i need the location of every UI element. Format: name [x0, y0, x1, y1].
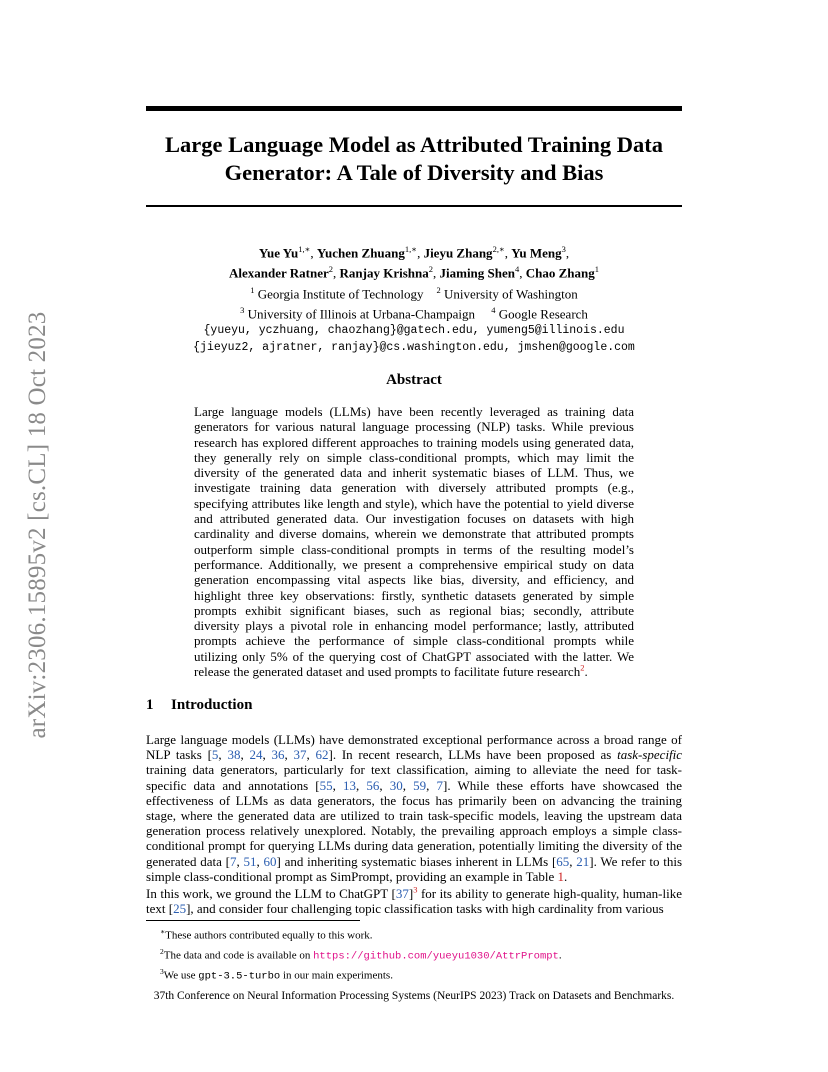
author-name: Alexander Ratner	[229, 265, 329, 281]
citation-link[interactable]: 7	[436, 777, 443, 793]
author-mark: 2	[428, 264, 433, 275]
affiliation: University of Washington	[444, 285, 578, 301]
model-name-code: gpt-3.5-turbo	[198, 970, 281, 983]
author-mark: 2	[328, 264, 334, 275]
footnote-3: $^3$We use gpt-3.5-turbo in our main experiments.	[160, 967, 393, 983]
section-title: Introduction	[171, 697, 253, 713]
intro-paragraph-2: In this work, we ground the LLM to ChatGPT $[37]^3$ for its ability to generate high-quality, human-like text [25], and consider four challenging topic classification tasks with high cardinality from various	[146, 884, 682, 917]
citation-link[interactable]: 36	[271, 747, 285, 763]
section-heading	[146, 697, 252, 714]
citation-link[interactable]: 56	[366, 777, 380, 793]
title-top-rule	[146, 106, 682, 111]
affiliation: University of Illinois at Urbana-Champaign	[247, 306, 476, 322]
emphasis: task-specific	[617, 747, 683, 763]
author-name: Jiaming Shen	[439, 265, 515, 281]
author-name: Yu Meng	[511, 245, 562, 261]
citation-link[interactable]: 30	[389, 777, 403, 793]
footnote-2: $^2$The data and code is available on https://github.com/yueyu1030/AttrPrompt.	[160, 946, 562, 963]
affiliation: Google Research	[498, 306, 588, 322]
citation-link[interactable]: 5	[211, 747, 219, 763]
citation-link[interactable]: 65	[556, 853, 570, 869]
email-line-1[interactable]: {yueyu, yczhuang, chaozhang}@gatech.edu, yumeng5@illinois.edu	[203, 324, 625, 338]
author-name: Yuchen Zhuang	[316, 245, 405, 261]
author-line-1: Yue $Yu^{1,∗}$, Yuchen Zhuang$^{1,∗}$, Jieyu Zhang$^{2,∗}$, Yu Meng$^3$,	[258, 244, 570, 261]
abstract-text: Large language models (LLMs) have been recently leveraged as training data generators for various natural language processing (NLP) tasks. While previous research has explored different approaches to training models using generated data, they generally rely on simple class-conditional prompts, which may limit the diversity of the generated data and inherit systematic biases of LLM. Thus, we investigate training data generation with diversely attributed prompts (e.g., specifying attributes like length and style), which have the potential to yield diverse and attributed generated data. Our investigation focuses on datasets with high cardinality and diverse domains, wherein we demonstrate that attributed prompts outperform simple class-conditional prompts in terms of the resulting model’s performance. Additionally, we present a comprehensive empirical study on data generation encompassing vital aspects like bias, diversity, and efficiency, and highlight three key observations: firstly, synthetic datasets generated by simple prompts exhibit significant biases, such as regional bias; secondly, attribute diversity plays a pivotal role in enhancing model performance; lastly, attributed prompts achieve the performance of simple class-conditional prompts while utilizing only 5% of the querying cost of ChatGPT associated with the latter. We release the generated dataset and used prompts to facilitate future research	[194, 404, 634, 680]
author-mark: 2,∗	[492, 244, 505, 254]
citation-link[interactable]: 24	[249, 747, 263, 763]
footnote-ref[interactable]: 3	[413, 884, 418, 895]
author-name: Ranjay Krishna	[339, 265, 429, 281]
footnote-rule	[146, 920, 360, 921]
citation-link[interactable]: 55	[319, 777, 333, 793]
citation-link[interactable]: 51	[243, 853, 257, 869]
author-mark: 1,∗	[404, 244, 418, 254]
author-line-2: Alexander Ratner$^2$, Ranjay Krishna$^2$, Jiaming Shen$^4$, Chao Zhang$^1$	[229, 264, 599, 281]
author-mark: 4	[515, 264, 520, 275]
table-link[interactable]: 1	[557, 868, 565, 884]
citation-link[interactable]: 7	[230, 853, 237, 869]
conference-footer: 37th Conference on Neural Information Processing Systems (NeurIPS 2023) Track on Datasets and Benchmarks.	[153, 990, 675, 1002]
intro-paragraph-1: Large language models (LLMs) have demonstrated exceptional performance across a broad range of NLP tasks [5, 38, 24, 36, 37, 62]. In recent research, LLMs have been proposed as task-specific training data generators, particularly for text classification, aiming to alleviate the need for task-specific data and annotations [55, 13, 56, 30, 59, 7]. While these efforts have showcased the effectiveness of LLMs as data generators, the focus has primarily been on advancing the training stage, where the generated data are utilized to train task-specific models, leaving the upstream data generation process relatively unexplored. Notably, the prevailing approach employs a simple class-conditional prompt for querying LLMs during data generation, potentially limiting the diversity of the generated data [7, 51, 60] and inheriting systematic biases inherent in LLMs [65, 21]. We refer to this simple class-conditional prompt as SimPrompt, providing an example in Table 1.	[146, 732, 683, 884]
footnote-1: ∗These authors contributed equally to this work.	[160, 927, 373, 942]
abstract-heading: Abstract	[386, 372, 442, 388]
affiliation-line-2: $^3$ University of Illinois at Urbana-Champaign $^4$ Google Research	[240, 304, 588, 322]
footnote-ref[interactable]: 2	[580, 662, 585, 673]
email-line-2[interactable]: {jieyuz2, ajratner, ranjay}@cs.washington.edu, jmshen@google.com	[193, 341, 635, 355]
author-mark: 1	[594, 264, 599, 275]
citation-link[interactable]: 60	[263, 853, 277, 869]
arxiv-sidebar	[10, 290, 66, 760]
citation-link[interactable]: 37	[395, 886, 409, 901]
author-mark: 1,∗	[298, 244, 311, 254]
citation-link[interactable]: 25	[173, 901, 187, 917]
affiliation-line-1: $^1$ Georgia Institute of Technology $^2$ University of Washington	[250, 284, 578, 301]
affiliation: Georgia Institute of Technology	[257, 285, 424, 301]
footnotes	[160, 924, 680, 985]
citation-link[interactable]: 62	[315, 747, 329, 763]
citation-link[interactable]: 38	[227, 747, 241, 763]
section-number: 1	[146, 697, 154, 713]
title-bottom-rule	[146, 205, 682, 207]
author-mark: 3	[561, 244, 566, 254]
author-name: Chao Zhang	[525, 265, 595, 281]
author-block	[120, 241, 708, 356]
abstract-body: Large language models (LLMs) have been recently leveraged as training data generators for various natural language processing (NLP) tasks. While previous research has explored different approaches to training models using generated data, they generally rely on simple class-conditional prompts, which may limit the diversity of the generated data and inherit systematic biases of LLM. Thus, we investigate training data generation with diversely attributed prompts (e.g., specifying attributes like length and style), which have the potential to yield diverse and attributed generated data. Our investigation focuses on datasets with high cardinality and diverse domains, wherein we demonstrate that attributed prompts outperform simple class-conditional prompts in terms of the resulting model’s performance. Additionally, we present a comprehensive empirical study on data generation encompassing vital aspects like bias, diversity, and efficiency, and highlight three key observations: firstly, synthetic datasets generated by simple prompts exhibit significant biases, such as regional bias; secondly, attribute diversity plays a pivotal role in enhancing model performance; lastly, attributed prompts achieve the performance of simple class-conditional prompts while utilizing only 5% of the querying cost of ChatGPT associated with the latter. We release the generated dataset and used prompts to facilitate future research$^2$.	[194, 404, 634, 680]
author-name: Jieyu Zhang	[423, 245, 493, 261]
citation-link[interactable]: 59	[413, 777, 427, 793]
paper-title: Large Language Model as Attributed Training Data Generator: A Tale of Diversity and Bias	[165, 132, 663, 185]
citation-link[interactable]: 37	[293, 747, 307, 763]
citation-link[interactable]: 13	[342, 777, 356, 793]
citation-link[interactable]: 21	[576, 853, 590, 869]
arxiv-id: arXiv:2306.15895v2 [cs.CL] 18 Oct 2023	[24, 311, 51, 739]
author-name: Yue Yu	[258, 245, 299, 261]
github-link[interactable]: https://github.com/yueyu1030/AttrPrompt	[313, 950, 559, 963]
